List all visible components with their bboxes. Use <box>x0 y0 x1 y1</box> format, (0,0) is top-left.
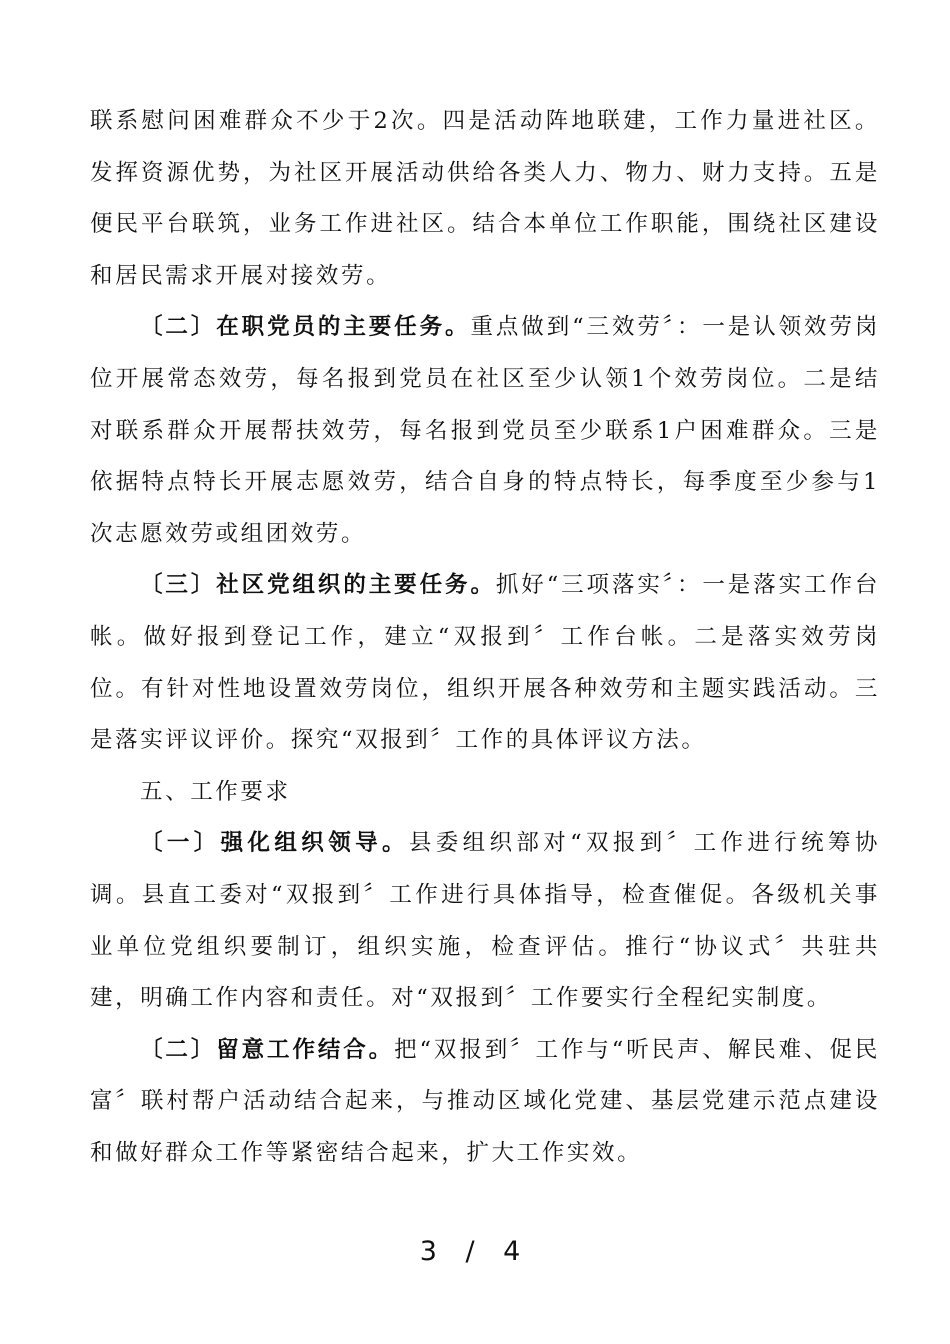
paragraph-text: 抓好“三项落实〞：一是落实工作台帐。做好报到登记工作，建立“双报到〞工作台帐。二是落实效劳岗位。有针对性地设置效劳岗位，组织开展各种效劳和主题实践活动。三是落实评议评价。探究“双报到〞工作的具体评议方法。 <box>90 572 880 754</box>
paragraph-party-member-tasks <box>90 302 880 560</box>
section-heading-work-requirements <box>90 767 880 819</box>
section-heading-text: 五、工作要求 <box>140 778 291 805</box>
paragraph-strengthen-leadership <box>90 818 880 1024</box>
paragraph-work-integration <box>90 1025 880 1180</box>
paragraph-text: 把“双报到〞工作与“听民声、解民难、促民富〞联村帮户活动结合起来，与推动区域化党建、基层党建示范点建设和做好群众工作等紧密结合起来，扩大工作实效。 <box>90 1036 880 1166</box>
document-body <box>90 96 880 1179</box>
paragraph-text: 县委组织部对“双报到〞工作进行统筹协调。县直工委对“双报到〞工作进行具体指导，检查催促。各级机关事业单位党组织要制订，组织实施，检查评估。推行“协议式〞共驻共建，明确工作内容和责任。对“双报到〞工作要实行全程纪实制度。 <box>90 830 880 1012</box>
page-number: 3 / 4 <box>419 1236 531 1267</box>
paragraph-heading: 〔三〕社区党组织的主要任务。 <box>140 572 496 599</box>
paragraph-heading: 〔一〕强化组织领导。 <box>140 830 409 857</box>
paragraph-heading: 〔二〕在职党员的主要任务。 <box>140 314 471 341</box>
paragraph-text: 重点做到“三效劳〞：一是认领效劳岗位开展常态效劳，每名报到党员在社区至少认领1个效劳岗位。二是结对联系群众开展帮扶效劳，每名报到党员至少联系1户困难群众。三是依据特点特长开展志愿效劳，结合自身的特点特长，每季度至少参与1次志愿效劳或组团效劳。 <box>90 314 880 547</box>
paragraph-continued <box>90 96 880 302</box>
paragraph-community-party-tasks <box>90 560 880 766</box>
paragraph-text: 联系慰问困难群众不少于2次。四是活动阵地联建，工作力量进社区。发挥资源优势，为社区开展活动供给各类人力、物力、财力支持。五是便民平台联筑，业务工作进社区。结合本单位工作职能，围绕社区建设和居民需求开展对接效劳。 <box>90 108 880 289</box>
paragraph-heading: 〔二〕留意工作结合。 <box>140 1036 395 1063</box>
